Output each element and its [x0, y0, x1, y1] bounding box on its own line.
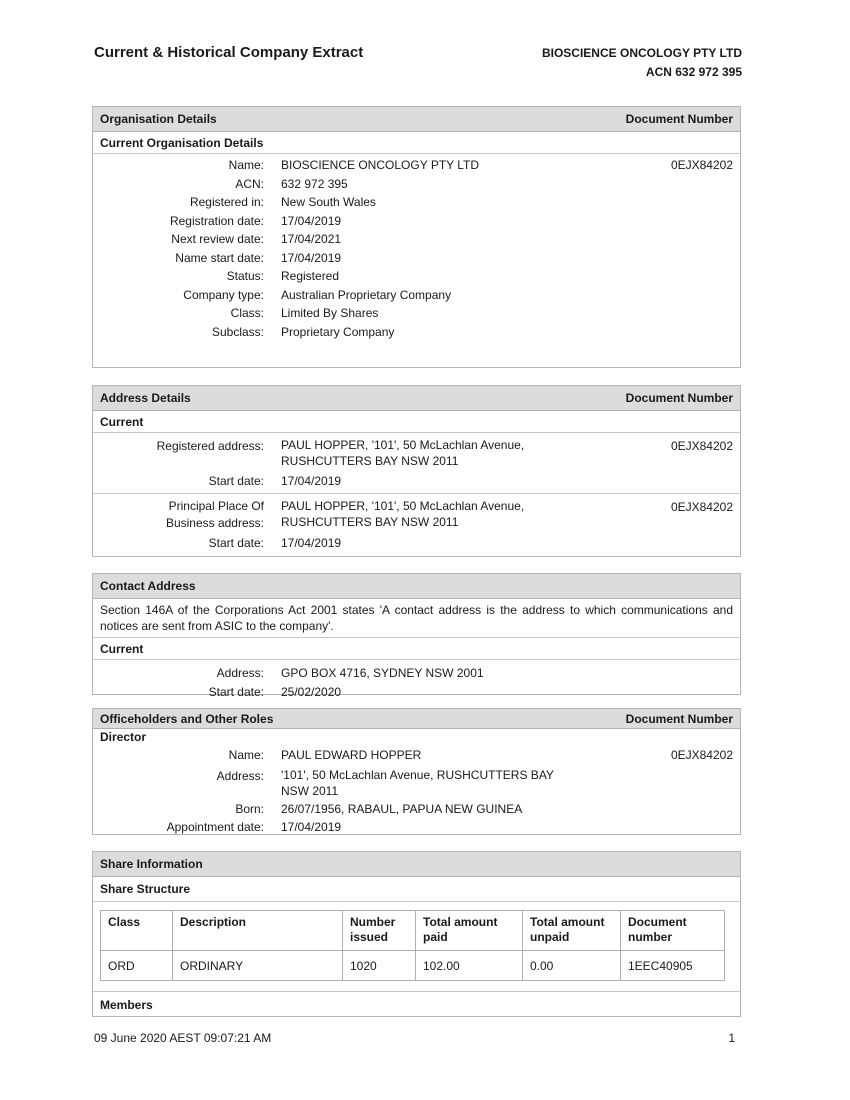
field-label: Start date:: [208, 535, 264, 550]
organisation-fields: [93, 154, 740, 341]
address-line: NSW 2011: [281, 783, 339, 798]
document-title: Current & Historical Company Extract: [94, 44, 364, 61]
section-header: [93, 107, 740, 132]
label-line: Business address:: [165, 515, 264, 530]
field-label: Appointment date:: [166, 820, 264, 834]
section-title: Address Details: [100, 391, 191, 405]
document-number-heading: Document Number: [625, 711, 733, 726]
table-cell: 0.00: [523, 951, 621, 981]
field-value: [281, 767, 601, 799]
field-label: [93, 498, 264, 532]
field-row: [93, 746, 740, 765]
field-label: Registered address:: [156, 439, 264, 453]
share-information-section: [92, 851, 741, 1017]
subsection-title: Share Structure: [93, 877, 740, 902]
label-line: Principal Place Of: [168, 498, 264, 513]
field-value: Registered: [281, 269, 340, 283]
field-label: ACN:: [235, 176, 264, 191]
column-header: [101, 911, 173, 951]
footer-timestamp: 09 June 2020 AEST 09:07:21 AM: [94, 1031, 272, 1045]
column-header-line: Description: [180, 915, 247, 929]
column-header-line: issued: [350, 930, 389, 944]
section-title: Contact Address: [100, 579, 196, 593]
field-label: Start date:: [208, 684, 264, 699]
section-header: [93, 386, 740, 411]
field-value: GPO BOX 4716, SYDNEY NSW 2001: [281, 666, 484, 680]
document-number: 0EJX84202: [670, 499, 733, 514]
field-value: [281, 498, 581, 532]
address-line: '101', 50 McLachlan Avenue, RUSHCUTTERS BAY: [281, 767, 554, 782]
section-title: Organisation Details: [100, 112, 217, 126]
field-label: Address:: [216, 666, 264, 680]
officeholders-section: [92, 708, 741, 835]
section-title: Officeholders and Other Roles: [100, 711, 274, 726]
section-header: [93, 852, 740, 877]
company-header: [542, 44, 742, 82]
field-row: [93, 498, 740, 532]
column-header-line: Total amount: [530, 915, 605, 929]
table-cell: 1020: [343, 951, 416, 981]
field-label: Registration date:: [169, 213, 264, 228]
section-header: [93, 574, 740, 599]
table-cell: 102.00: [416, 951, 523, 981]
field-value: 17/04/2019: [281, 820, 342, 834]
field-row: [93, 800, 740, 819]
company-name: BIOSCIENCE ONCOLOGY PTY LTD: [541, 46, 742, 60]
section-header: [93, 709, 740, 729]
field-value: [281, 437, 581, 469]
address-details-section: [92, 385, 741, 557]
field-row: [93, 249, 740, 268]
subsection-title: Current: [93, 638, 740, 660]
field-label: Next review date:: [171, 232, 264, 246]
document-number-heading: Document Number: [625, 112, 733, 126]
field-value: 26/07/1956, RABAUL, PAPUA NEW GUINEA: [281, 801, 523, 816]
share-structure-table: [100, 910, 725, 981]
field-value: 17/04/2019: [281, 250, 342, 265]
field-label: Name start date:: [175, 250, 264, 265]
table-row: [101, 951, 725, 981]
field-row: [93, 767, 740, 799]
column-header-line: paid: [423, 930, 448, 944]
field-row: [93, 286, 740, 305]
column-header-line: unpaid: [530, 930, 570, 944]
table-cell: 1EEC40905: [621, 951, 725, 981]
organisation-details-section: [92, 106, 741, 368]
section-title: Share Information: [100, 857, 203, 871]
field-row: [93, 534, 740, 553]
field-value: 632 972 395: [281, 176, 348, 191]
document-number: 0EJX84202: [670, 439, 733, 453]
field-label: Start date:: [208, 474, 264, 488]
field-row: [93, 175, 740, 194]
table-cell: ORDINARY: [173, 951, 343, 981]
document-number-heading: Document Number: [625, 391, 733, 405]
field-label: Class:: [230, 306, 264, 320]
address-line: RUSHCUTTERS BAY NSW 2011: [281, 454, 459, 468]
contact-address-section: [92, 573, 741, 699]
field-row: [93, 472, 740, 491]
subsection-title: Director: [100, 729, 147, 744]
field-label: Name:: [228, 748, 264, 762]
field-value: New South Wales: [281, 195, 376, 209]
field-value: PAUL EDWARD HOPPER: [281, 748, 422, 762]
field-row: [93, 683, 740, 702]
column-header-line: Total amount: [423, 915, 498, 929]
field-label: Company type:: [183, 287, 264, 302]
field-row: [93, 267, 740, 286]
officeholder-fields: [93, 744, 740, 837]
column-header: [173, 911, 343, 951]
subsection-title: Current: [93, 411, 740, 433]
field-row: [93, 437, 740, 469]
address-line: PAUL HOPPER, '101', 50 McLachlan Avenue,: [281, 438, 525, 452]
column-header-line: Class: [108, 915, 141, 929]
column-header-line: number: [628, 930, 673, 944]
table-header-row: [101, 911, 725, 951]
principal-address-group: [93, 494, 740, 555]
field-value: 17/04/2019: [281, 535, 342, 550]
field-value: 17/04/2019: [281, 474, 342, 488]
company-acn: ACN 632 972 395: [645, 65, 742, 79]
field-label: Status:: [226, 269, 264, 283]
field-value: 25/02/2020: [281, 684, 342, 699]
field-row: [93, 230, 740, 249]
column-header-line: Document: [628, 915, 687, 929]
field-row: [93, 304, 740, 323]
field-row: [93, 818, 740, 837]
document-number: 0EJX84202: [670, 748, 733, 762]
document-number: 0EJX84202: [670, 158, 733, 172]
field-row: [93, 664, 740, 683]
contact-address-note: Section 146A of the Corporations Act 2001 states 'A contact address is the address to which communications and notices are sent from ASIC to the company'.: [93, 599, 740, 638]
field-label: Subclass:: [211, 324, 264, 339]
address-line: PAUL HOPPER, '101', 50 McLachlan Avenue,: [281, 498, 525, 513]
members-heading: Members: [93, 991, 740, 1017]
field-value: Limited By Shares: [281, 306, 379, 320]
field-row: [93, 156, 740, 175]
field-label: Registered in:: [189, 195, 264, 209]
field-value: 17/04/2021: [281, 232, 342, 246]
column-header-line: Number: [350, 915, 396, 929]
field-row: [93, 193, 740, 212]
field-label: Address:: [216, 768, 264, 783]
subsection-title: Current Organisation Details: [93, 132, 740, 154]
field-value: BIOSCIENCE ONCOLOGY PTY LTD: [281, 158, 480, 172]
field-value: Australian Proprietary Company: [281, 287, 452, 302]
field-value: 17/04/2019: [281, 213, 342, 228]
field-label: Born:: [235, 801, 264, 816]
column-header: [621, 911, 725, 951]
column-header: [416, 911, 523, 951]
table-cell: ORD: [101, 951, 173, 981]
field-value: Proprietary Company: [281, 324, 395, 339]
column-header: [523, 911, 621, 951]
field-label: Name:: [228, 158, 264, 172]
column-header: [343, 911, 416, 951]
contact-fields: [93, 660, 740, 701]
address-line: RUSHCUTTERS BAY NSW 2011: [281, 514, 459, 529]
field-row: [93, 212, 740, 231]
page-number: 1: [728, 1031, 735, 1045]
field-row: [93, 323, 740, 342]
registered-address-group: [93, 433, 740, 494]
